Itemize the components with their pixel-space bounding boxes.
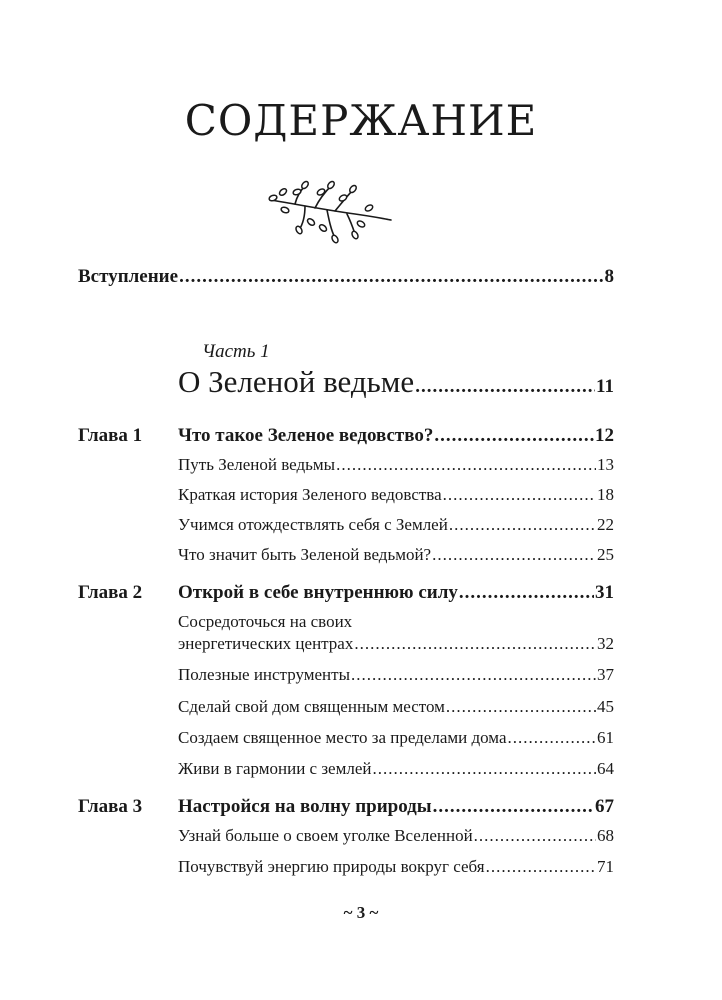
section-title: Полезные инструменты bbox=[178, 665, 351, 684]
chapter-title: Настройся на волну природы bbox=[178, 796, 432, 817]
section-title: Учимся отождествлять себя с Землей bbox=[178, 515, 448, 534]
toc-entry-section[interactable] bbox=[178, 857, 614, 877]
toc-entry-section[interactable] bbox=[178, 665, 614, 685]
leader-dots bbox=[351, 665, 596, 685]
leader-dots bbox=[354, 634, 596, 654]
leader-dots bbox=[446, 697, 596, 717]
section-title: Живи в гармонии с землей bbox=[178, 759, 372, 778]
entry-page: 45 bbox=[597, 697, 614, 716]
leader-dots bbox=[508, 728, 597, 748]
page-number-footer: ~ 3 ~ bbox=[343, 903, 379, 922]
section-title: Создаем священное место за пределами дома bbox=[178, 728, 507, 747]
section-title: Почувствуй энергию природы вокруг себя bbox=[178, 857, 485, 876]
section-title: Что значит быть Зеленой ведьмой? bbox=[178, 545, 432, 564]
chapter-label: Глава 2 bbox=[78, 582, 143, 603]
entry-page: 11 bbox=[596, 376, 614, 397]
leader-dots bbox=[372, 759, 596, 779]
entry-page: 31 bbox=[595, 582, 614, 603]
sprig-ornament-icon bbox=[265, 178, 395, 250]
leader-dots bbox=[179, 266, 603, 288]
toc-entry-chapter[interactable] bbox=[178, 582, 614, 604]
toc-entry-chapter[interactable] bbox=[178, 425, 614, 447]
section-title: энергетических центрах bbox=[178, 634, 354, 653]
section-title: Сделай свой дом священным местом bbox=[178, 697, 445, 716]
leader-dots bbox=[474, 826, 596, 846]
toc-entry-part[interactable] bbox=[178, 364, 614, 400]
entry-title: Вступление bbox=[78, 266, 179, 287]
chapter-label: Глава 1 bbox=[78, 425, 143, 446]
entry-page: 8 bbox=[604, 266, 614, 287]
section-title-line1: Сосредоточься на своих bbox=[178, 612, 353, 631]
section-title: Узнай больше о своем уголке Вселенной bbox=[178, 826, 473, 845]
entry-page: 67 bbox=[595, 796, 614, 817]
toc-entry-chapter[interactable] bbox=[178, 796, 614, 818]
entry-page: 68 bbox=[597, 826, 614, 845]
part-title: О Зеленой ведьме bbox=[178, 364, 415, 399]
toc-entry-section[interactable] bbox=[178, 697, 614, 717]
leader-dots bbox=[336, 455, 596, 475]
entry-page: 12 bbox=[595, 425, 614, 446]
toc-entry-section[interactable] bbox=[178, 485, 614, 505]
toc-entry-section[interactable] bbox=[178, 826, 614, 846]
leader-dots bbox=[432, 545, 596, 565]
toc-entry-intro[interactable] bbox=[78, 266, 614, 288]
section-title: Краткая история Зеленого ведовства bbox=[178, 485, 442, 504]
toc-entry-section[interactable] bbox=[178, 455, 614, 475]
toc-entry-section[interactable] bbox=[178, 759, 614, 779]
entry-page: 61 bbox=[597, 728, 614, 747]
part-label: Часть 1 bbox=[202, 341, 270, 362]
leader-dots bbox=[449, 515, 596, 535]
entry-page: 37 bbox=[597, 665, 614, 684]
toc-entry-section[interactable] bbox=[178, 728, 614, 748]
leader-dots bbox=[433, 796, 594, 818]
toc-entry-section[interactable] bbox=[178, 545, 614, 565]
chapter-title: Что такое Зеленое ведовство? bbox=[178, 425, 434, 446]
leader-dots bbox=[443, 485, 596, 505]
entry-page: 18 bbox=[597, 485, 614, 504]
section-title: Путь Зеленой ведьмы bbox=[178, 455, 336, 474]
toc-entry-section[interactable] bbox=[178, 634, 614, 654]
leader-dots bbox=[459, 582, 594, 604]
entry-page: 13 bbox=[597, 455, 614, 474]
leader-dots bbox=[434, 425, 594, 447]
entry-page: 32 bbox=[597, 634, 614, 653]
entry-page: 22 bbox=[597, 515, 614, 534]
leader-dots bbox=[415, 376, 595, 398]
leader-dots bbox=[486, 857, 596, 877]
entry-page: 25 bbox=[597, 545, 614, 564]
entry-page: 64 bbox=[597, 759, 614, 778]
entry-page: 71 bbox=[597, 857, 614, 876]
chapter-label: Глава 3 bbox=[78, 796, 143, 817]
chapter-title: Открой в себе внутреннюю силу bbox=[178, 582, 458, 603]
page-title: СОДЕРЖАНИЕ bbox=[184, 96, 538, 145]
toc-entry-section[interactable] bbox=[178, 515, 614, 535]
